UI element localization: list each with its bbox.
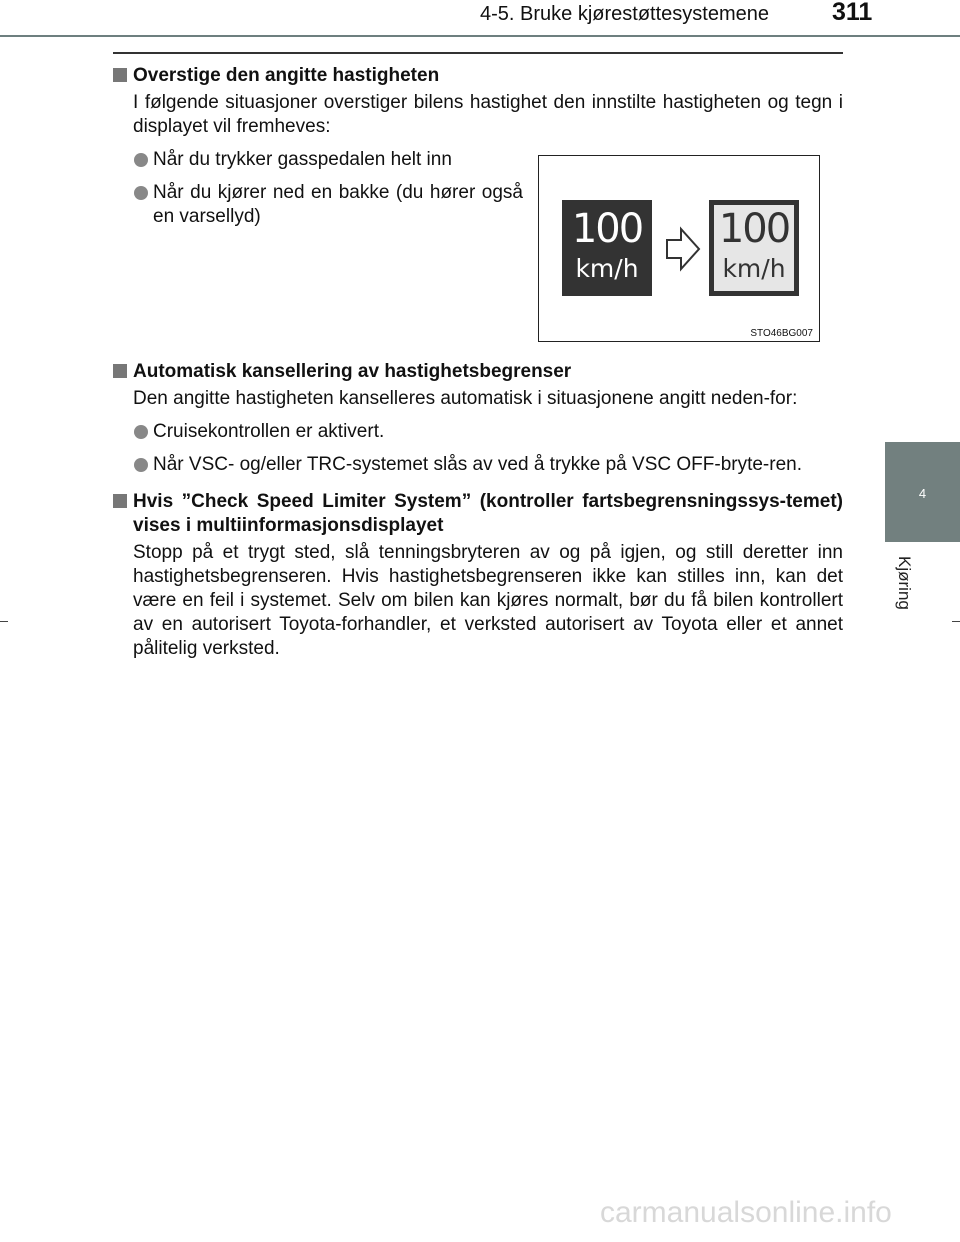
- speed-value: 100: [718, 206, 790, 252]
- page-number: 311: [832, 0, 873, 26]
- speed-display-normal: [562, 200, 652, 296]
- circle-bullet-icon: [134, 186, 148, 200]
- sections-cancel-and-warning: [113, 360, 843, 661]
- square-bullet-icon: [113, 364, 127, 378]
- list-item: [113, 181, 523, 229]
- heading-text: Overstige den angitte hastigheten: [133, 65, 440, 86]
- speed-display-highlighted: [709, 200, 799, 296]
- list-item: [113, 148, 523, 172]
- list-item-text: Når VSC- og/eller TRC-systemet slås av ved å trykke på VSC OFF-bryte-ren.: [153, 454, 802, 475]
- square-bullet-icon: [113, 68, 127, 82]
- section-heading: [113, 64, 843, 88]
- list-item: [113, 420, 843, 444]
- speed-value: 100: [571, 206, 643, 252]
- section-paragraph: I følgende situasjoner overstiger bilens hastighet den innstilte hastigheten og tegn i displayet vil fremheves:: [133, 92, 843, 137]
- arrow-right-outline-icon: [665, 226, 701, 272]
- header-divider: [0, 35, 960, 37]
- figure-code: STO46BG007: [750, 328, 813, 339]
- crop-mark-left: [0, 621, 8, 622]
- section-paragraph: Stopp på et trygt sted, slå tenningsbryteren av og på igjen, og still deretter inn hastighetsbegrenseren. Hvis hastighetsbegrenseren ikke kan stilles inn, kan det være en feil i systemet. Selv om bilen kan kjøres normalt, bør du få bilen kontrollert av en autorisert Toyota-forhandler, et verksted autorisert av Toyota eller et annet pålitelig verksted.: [133, 542, 843, 659]
- chapter-tab: [885, 442, 960, 542]
- section-heading: [113, 490, 843, 538]
- section-heading: [113, 360, 843, 384]
- square-bullet-icon: [113, 494, 127, 508]
- circle-bullet-icon: [134, 153, 148, 167]
- section-divider: [113, 52, 843, 54]
- circle-bullet-icon: [134, 458, 148, 472]
- section-title: 4-5. Bruke kjørestøttesystemene: [480, 3, 769, 25]
- speed-unit: km/h: [575, 254, 639, 283]
- speed-unit: km/h: [722, 254, 786, 283]
- speed-display-figure: [538, 155, 820, 342]
- heading-text: Automatisk kansellering av hastighetsbegrenser: [133, 361, 572, 382]
- section-paragraph: Den angitte hastigheten kanselleres automatisk i situasjonene angitt neden-for:: [133, 388, 798, 409]
- heading-text: Hvis ”Check Speed Limiter System” (kontroller fartsbegrensningssys-temet) vises i multiinformasjonsdisplayet: [133, 491, 843, 536]
- list-item: [113, 453, 843, 477]
- crop-mark-right: [952, 621, 960, 622]
- watermark: carmanualsonline.info: [600, 1196, 892, 1229]
- circle-bullet-icon: [134, 425, 148, 439]
- list-item-text: Når du trykker gasspedalen helt inn: [153, 149, 452, 170]
- chapter-label: Kjøring: [895, 556, 914, 610]
- chapter-number: 4: [918, 486, 927, 501]
- list-item-text: Når du kjører ned en bakke (du hører også en varsellyd): [153, 182, 523, 227]
- list-item-text: Cruisekontrollen er aktivert.: [153, 421, 385, 442]
